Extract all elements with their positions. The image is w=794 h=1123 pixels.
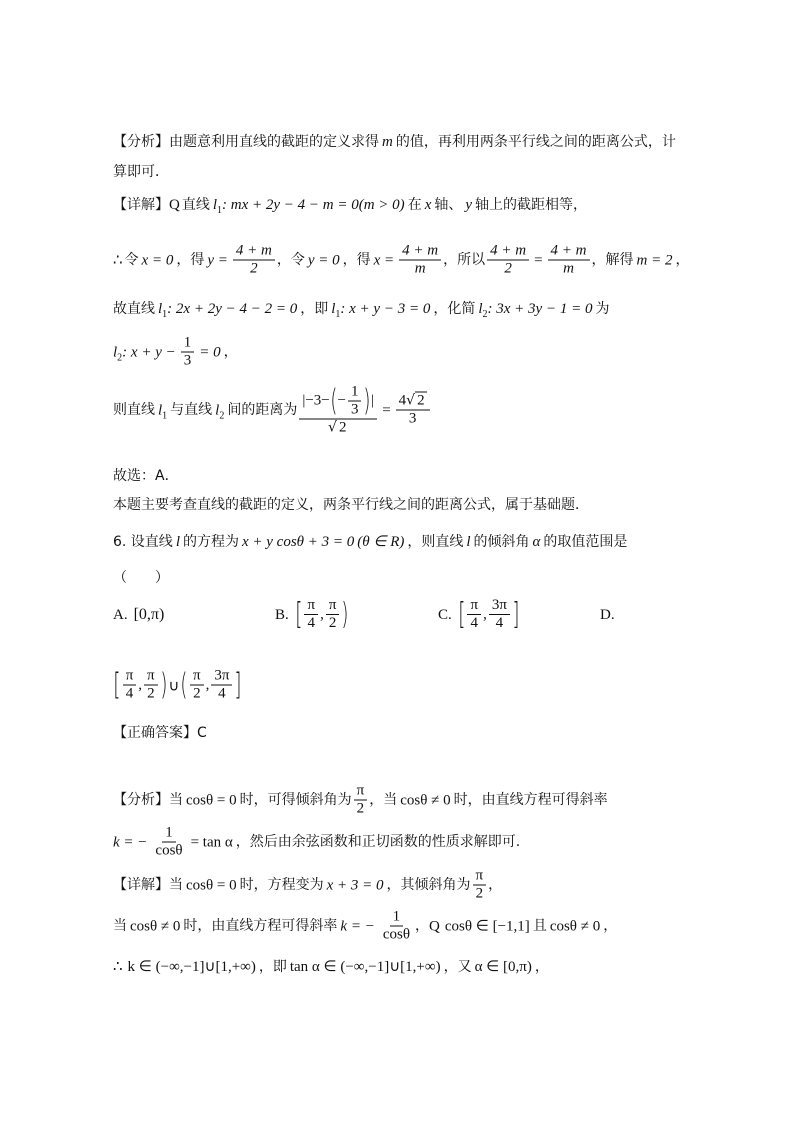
fraction bbox=[181, 335, 195, 370]
equation: cosθ ≠ 0 bbox=[400, 792, 451, 808]
math-var: l bbox=[466, 534, 471, 550]
equals-sign: = bbox=[534, 252, 543, 268]
text: ， bbox=[603, 918, 618, 934]
equation: : 2x + 2y − 4 − 2 = 0 bbox=[167, 301, 298, 317]
equation: x = bbox=[373, 252, 395, 268]
comma: , bbox=[138, 677, 143, 693]
fraction bbox=[548, 243, 590, 278]
numerator bbox=[299, 384, 377, 420]
paren-open: ( bbox=[330, 383, 338, 418]
denominator: 4 bbox=[495, 615, 504, 631]
text: 故选：A． bbox=[113, 468, 179, 484]
numerator: 3π bbox=[489, 597, 510, 615]
analysis-2-line-2 bbox=[113, 825, 520, 860]
because-symbol: Q bbox=[169, 197, 180, 213]
result-fraction bbox=[396, 393, 430, 428]
equation: k = − bbox=[340, 918, 375, 934]
text: ，然后由余弦函数和正切函数的性质求解即可. bbox=[235, 834, 521, 850]
bracket-close: ) bbox=[341, 596, 349, 632]
subscript: 2 bbox=[219, 410, 225, 421]
text: ，当 bbox=[369, 792, 398, 808]
numerator: 4 + m bbox=[233, 243, 275, 261]
bracket-close: ] bbox=[234, 667, 242, 702]
condition: (θ ∈ R) bbox=[357, 534, 405, 550]
denominator: m bbox=[414, 260, 426, 277]
text: ，得 bbox=[342, 252, 371, 268]
text: 故直线 bbox=[113, 301, 155, 317]
text: 的倾斜角 bbox=[473, 534, 530, 550]
answer-blank bbox=[113, 568, 169, 588]
text: 时，可得倾斜角为 bbox=[239, 792, 352, 808]
math-var: l bbox=[212, 197, 218, 213]
equation: x + y cosθ + 3 = 0 bbox=[241, 534, 355, 550]
fraction bbox=[348, 384, 362, 419]
sqrt-sign: √ bbox=[406, 392, 416, 409]
numerator: π bbox=[467, 597, 481, 615]
text: 的方程为 bbox=[182, 534, 239, 550]
numerator: π bbox=[144, 668, 158, 686]
option-label: B. bbox=[275, 606, 289, 623]
fraction bbox=[473, 868, 487, 903]
abs-open: |−3− bbox=[302, 392, 330, 409]
equation: x + 3 = 0 bbox=[326, 877, 384, 893]
math-var: l bbox=[158, 402, 163, 418]
option-label: A. bbox=[113, 607, 128, 623]
numerator: 4 + m bbox=[399, 243, 441, 261]
bracket-open: [ bbox=[458, 596, 466, 632]
bracket-open: ( bbox=[180, 667, 188, 702]
option-a bbox=[113, 605, 164, 625]
text: ，解得 bbox=[591, 252, 634, 268]
denominator: 2 bbox=[328, 615, 337, 631]
text: 的取值范围是 bbox=[543, 534, 628, 550]
comma: , bbox=[205, 677, 210, 693]
text: 【详解】 bbox=[113, 197, 169, 213]
math-var: l bbox=[215, 402, 220, 418]
minus: − bbox=[337, 392, 346, 409]
text: ， bbox=[534, 959, 549, 975]
denominator: 4 bbox=[470, 615, 479, 631]
numerator: π bbox=[123, 668, 137, 686]
bracket-open: [ bbox=[295, 596, 303, 632]
equation: : 3x + 3y − 1 = 0 bbox=[487, 301, 593, 317]
denominator: cosθ bbox=[155, 842, 183, 859]
fraction bbox=[467, 597, 481, 632]
paren-close: ) bbox=[363, 383, 371, 418]
detail-2-line-3 bbox=[113, 957, 549, 977]
subscript: 2 bbox=[117, 352, 123, 363]
text: 的值，再利用两条平行线之间的距离公式，计 bbox=[395, 134, 676, 150]
option-c bbox=[438, 597, 520, 632]
equation: m = 2 bbox=[636, 252, 673, 268]
equation: cosθ ∈ [−1,1] bbox=[444, 918, 530, 934]
equation: : mx + 2y − 4 − m = 0(m > 0) bbox=[222, 197, 405, 213]
text: 轴上的截距相等， bbox=[475, 197, 588, 213]
text: ，又 bbox=[443, 959, 472, 975]
text: 为 bbox=[595, 301, 610, 317]
text: ， bbox=[223, 344, 238, 360]
denominator: m bbox=[563, 260, 574, 277]
text: ， bbox=[488, 877, 503, 893]
text: 轴、 bbox=[434, 197, 463, 213]
equation: cosθ ≠ 0 bbox=[549, 918, 601, 934]
subscript: 1 bbox=[335, 309, 341, 320]
line-equation bbox=[478, 301, 593, 320]
because-symbol: Q bbox=[429, 918, 440, 934]
equation: k = − bbox=[113, 834, 148, 850]
line-equation bbox=[158, 301, 298, 320]
denominator: 2 bbox=[356, 800, 365, 817]
fraction bbox=[354, 783, 368, 818]
text: 【正确答案】C bbox=[113, 725, 207, 741]
denominator: 2 bbox=[475, 885, 484, 902]
union-symbol: ∪ bbox=[168, 676, 180, 694]
radicand: 2 bbox=[417, 392, 425, 409]
correct-answer bbox=[113, 723, 207, 743]
options-row bbox=[0, 596, 794, 645]
bracket-open: [ bbox=[113, 667, 121, 702]
text: 【分析】当 bbox=[113, 792, 183, 808]
equals-sign: = bbox=[382, 402, 391, 418]
numerator: 1 bbox=[348, 384, 362, 402]
analysis-2-line-1 bbox=[113, 783, 608, 818]
text: 6. 设直线 bbox=[113, 534, 173, 550]
text: 时，由直线方程可得斜率 bbox=[453, 792, 608, 808]
option-label: C. bbox=[438, 606, 452, 623]
equation: x = 0 bbox=[141, 252, 174, 268]
math-var: l bbox=[478, 301, 483, 317]
equation: cosθ = 0 bbox=[186, 877, 237, 893]
line-name bbox=[158, 402, 168, 421]
distance-fraction bbox=[299, 384, 377, 437]
math-var: l bbox=[158, 301, 163, 317]
numerator bbox=[396, 393, 430, 411]
equation: k ∈ (−∞,−1]∪[1,+∞) bbox=[127, 959, 256, 975]
subscript: 1 bbox=[162, 309, 168, 320]
question-6 bbox=[113, 532, 627, 552]
distance-line bbox=[113, 384, 432, 437]
math-var: l bbox=[175, 534, 180, 550]
text: 时，由直线方程可得斜率 bbox=[183, 918, 338, 934]
choice-line bbox=[113, 466, 179, 486]
bracket-close: ) bbox=[159, 667, 167, 702]
subscript: 2 bbox=[482, 309, 488, 320]
text: 且 bbox=[532, 918, 547, 934]
denominator: 3 bbox=[350, 401, 359, 418]
equation: : x + y − bbox=[122, 344, 176, 360]
detail-line-3 bbox=[113, 299, 609, 325]
text: 算即可． bbox=[113, 164, 169, 180]
text: ，令 bbox=[276, 252, 305, 268]
subscript: 1 bbox=[217, 205, 223, 216]
line-equation bbox=[331, 301, 431, 320]
text: ，即 bbox=[300, 301, 329, 317]
text: ，即 bbox=[258, 959, 287, 975]
denominator: 2 bbox=[193, 685, 201, 702]
fraction bbox=[326, 597, 340, 632]
math-var: y bbox=[465, 197, 473, 213]
equation: = tan α bbox=[190, 834, 233, 850]
line-name bbox=[215, 402, 225, 421]
text: ，所以 bbox=[443, 252, 486, 268]
numerator: π bbox=[190, 668, 204, 686]
line-name bbox=[212, 197, 405, 216]
subscript: 1 bbox=[162, 410, 168, 421]
text: ， bbox=[675, 252, 690, 268]
text: 与直线 bbox=[170, 402, 213, 418]
numerator: 4 + m bbox=[548, 243, 590, 261]
option-d-value bbox=[113, 668, 242, 703]
math-var: α bbox=[532, 534, 541, 550]
fraction bbox=[123, 668, 137, 703]
text: 直线 bbox=[181, 197, 210, 213]
equation: tan α ∈ (−∞,−1]∪[1,+∞) bbox=[289, 959, 441, 975]
equation: y = bbox=[207, 252, 228, 268]
denominator: 2 bbox=[504, 260, 512, 277]
text: 本题主要考查直线的截距的定义，两条平行线之间的距离公式，属于基础题． bbox=[113, 497, 589, 513]
fraction bbox=[233, 243, 275, 278]
equation: y = 0 bbox=[307, 252, 340, 268]
detail-line-2 bbox=[113, 243, 689, 278]
analysis-line-1 bbox=[113, 132, 676, 152]
denominator: 4 bbox=[307, 615, 316, 631]
denominator: 2 bbox=[147, 685, 155, 702]
text: 时，方程变为 bbox=[239, 877, 324, 893]
text: ，则直线 bbox=[407, 534, 464, 550]
numerator: 1 bbox=[181, 335, 195, 353]
text: 则直线 bbox=[113, 402, 155, 418]
numerator: π bbox=[326, 597, 340, 615]
math-var: x bbox=[424, 197, 432, 213]
text: 【详解】当 bbox=[113, 877, 183, 893]
equation: α ∈ [0,π) bbox=[474, 959, 532, 975]
abs-close: | bbox=[371, 392, 375, 409]
denominator: 4 bbox=[125, 685, 134, 702]
therefore-symbol: ∴ bbox=[113, 252, 123, 268]
equation: cosθ ≠ 0 bbox=[130, 918, 181, 934]
fraction bbox=[399, 243, 441, 278]
numerator: π bbox=[354, 783, 368, 801]
numerator: π bbox=[304, 597, 318, 615]
denominator: 2 bbox=[250, 260, 258, 277]
summary-line bbox=[113, 495, 589, 515]
denominator: cosθ bbox=[382, 926, 411, 943]
numerator: 3π bbox=[211, 668, 232, 686]
text: 【分析】由题意利用直线的截距的定义求得 bbox=[113, 134, 379, 150]
numerator: 1 bbox=[162, 825, 176, 843]
bracket-close: ] bbox=[512, 596, 520, 632]
comma: , bbox=[483, 606, 487, 623]
math-var: l bbox=[331, 301, 336, 317]
detail-2-line-2 bbox=[113, 909, 617, 944]
option-b bbox=[275, 597, 349, 632]
detail-2-line-1 bbox=[113, 868, 502, 903]
numerator: 1 bbox=[390, 909, 404, 927]
equation: cosθ = 0 bbox=[186, 792, 237, 808]
equation: : x + y − 3 = 0 bbox=[340, 301, 431, 317]
fraction bbox=[489, 597, 510, 632]
radicand: 2 bbox=[338, 419, 347, 436]
detail-line-4 bbox=[113, 335, 238, 370]
text: 令 bbox=[124, 252, 139, 268]
therefore-symbol: ∴ bbox=[113, 959, 123, 975]
denominator: 4 bbox=[218, 685, 226, 702]
math-var: l bbox=[113, 344, 118, 360]
math-var: m bbox=[382, 134, 393, 150]
text: 间的距离为 bbox=[227, 402, 298, 418]
fraction bbox=[380, 909, 413, 944]
coefficient: 4 bbox=[398, 392, 407, 409]
option-d bbox=[600, 605, 621, 625]
option-label: D. bbox=[600, 607, 615, 623]
analysis-line-2 bbox=[113, 162, 169, 182]
equation: = 0 bbox=[199, 344, 221, 360]
numerator: 4 + m bbox=[487, 243, 529, 261]
text: 在 bbox=[407, 197, 422, 213]
line-equation bbox=[113, 344, 176, 363]
fraction bbox=[144, 668, 158, 703]
denominator: 3 bbox=[408, 410, 417, 427]
fraction bbox=[211, 668, 232, 703]
option-value: [0,π) bbox=[133, 606, 165, 623]
denominator bbox=[325, 420, 351, 437]
fraction bbox=[487, 243, 529, 278]
detail-line-1 bbox=[113, 195, 587, 221]
text: 当 bbox=[113, 918, 127, 934]
numerator: π bbox=[473, 868, 487, 886]
denominator: 3 bbox=[183, 352, 192, 369]
text: ，其倾斜角为 bbox=[386, 877, 471, 893]
comma: , bbox=[320, 606, 324, 623]
text: ， bbox=[415, 918, 430, 934]
text: ，得 bbox=[176, 252, 205, 268]
fraction bbox=[190, 668, 204, 703]
fraction bbox=[152, 825, 185, 860]
text: （ ） bbox=[113, 570, 169, 586]
sqrt-sign: √ bbox=[328, 419, 337, 436]
text: ，化简 bbox=[433, 301, 476, 317]
fraction bbox=[304, 597, 318, 632]
